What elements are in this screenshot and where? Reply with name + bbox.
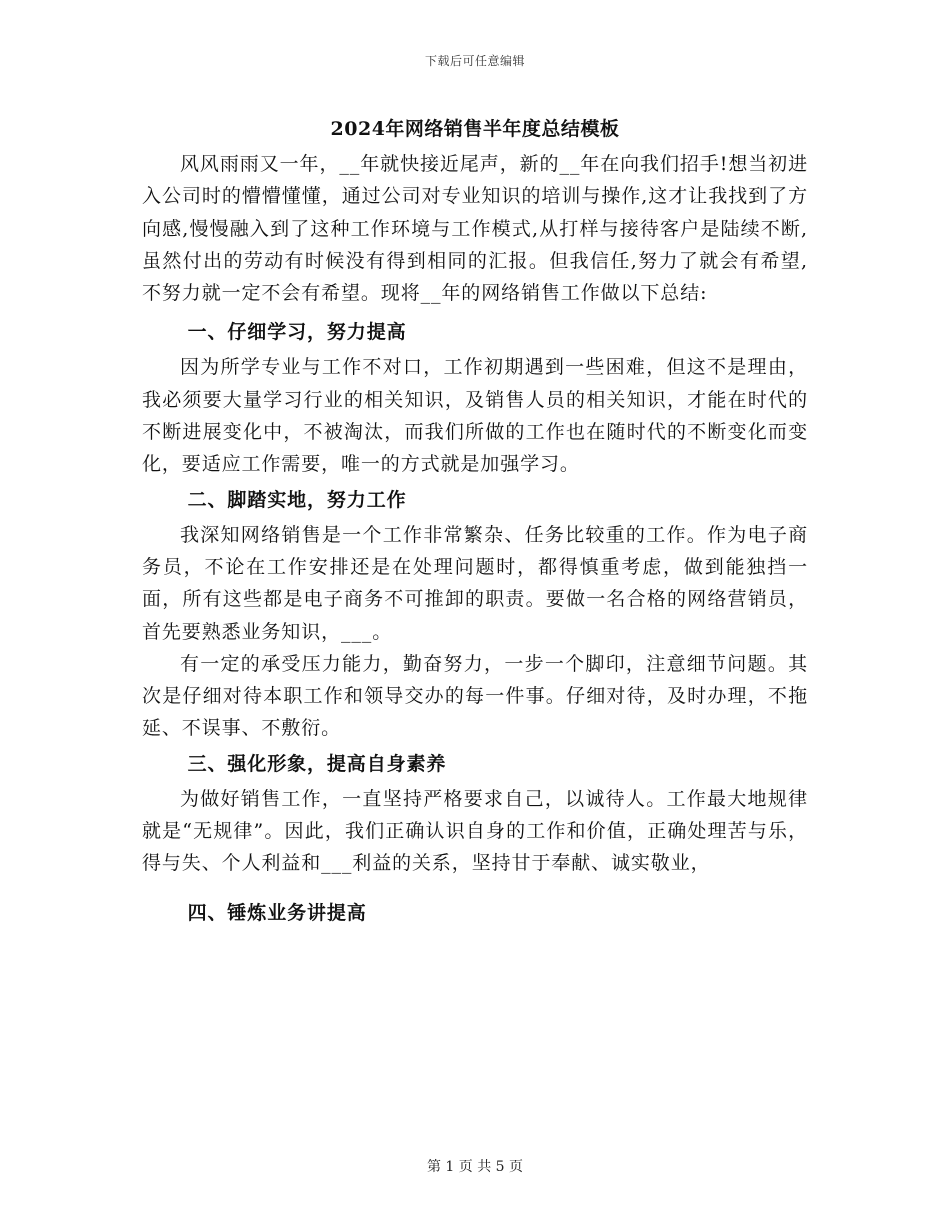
section-2-paragraph-2: 有一定的承受压力能力，勤奋努力，一步一个脚印，注意细节问题。其次是仔细对待本职工作和领导交办的每一件事。仔细对待，及时办理，不拖延、不误事、不敷衍。 <box>142 652 808 740</box>
section-1-paragraph-1: 因为所学专业与工作不对口，工作初期遇到一些困难，但这不是理由，我必须要大量学习行业的相关知识，及销售人员的相关知识，才能在时代的不断进展变化中，不被淘汰，而我们所做的工作也在随时代的不断变化而变化，要适应工作需要，唯一的方式就是加强学习。 <box>142 356 808 476</box>
section-heading-3: 三、强化形象，提高自身素养 <box>187 752 447 775</box>
section-3-paragraph-1: 为做好销售工作，一直坚持严格要求自己，以诚待人。工作最大地规律就是“无规律”。因此，我们正确认识自身的工作和价值，正确处理苦与乐，得与失、个人利益和___利益的关系，坚持甘于奉献、诚实敬业， <box>142 787 808 875</box>
section-heading-1: 一、仔细学习，努力提高 <box>187 321 407 344</box>
document-title: 2024年网络销售半年度总结模板 <box>330 118 620 140</box>
intro-paragraph: 风风雨雨又一年，__年就快接近尾声，新的__年在向我们招手!想当初进入公司时的懵懵懂懂，通过公司对专业知识的培训与操作,这才让我找到了方向感,慢慢融入到了这种工作环境与工作模式,从打样与接待客户是陆续不断,虽然付出的劳动有时候没有得到相同的汇报。但我信任,努力了就会有希望,不努力就一定不会有希望。现将__年的网络销售工作做以下总结: <box>142 153 808 305</box>
page-header-note: 下载后可任意编辑 <box>424 54 525 68</box>
page-number: 第 1 页 共 5 页 <box>426 1159 524 1175</box>
section-2-paragraph-1: 我深知网络销售是一个工作非常繁杂、任务比较重的工作。作为电子商务员，不论在工作安排还是在处理问题时，都得慎重考虑，做到能独挡一面，所有这些都是电子商务不可推卸的职责。要做一名合格的网络营销员，首先要熟悉业务知识，___。 <box>142 523 808 643</box>
section-heading-4: 四、锤炼业务讲提高 <box>187 901 367 924</box>
section-heading-2: 二、脚踏实地，努力工作 <box>187 488 407 511</box>
document-body <box>142 148 808 932</box>
